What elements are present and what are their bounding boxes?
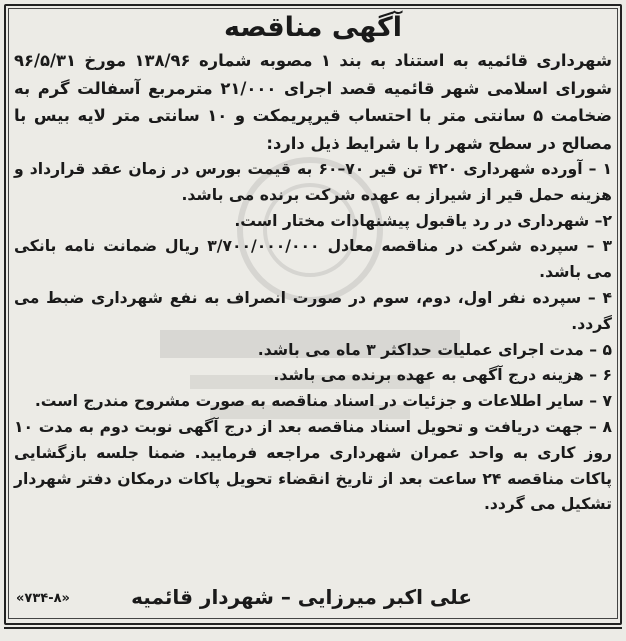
condition-item: ۲– شهرداری در رد یاقبول پیشنهادات مختار است. (234, 211, 612, 230)
conditions-list (14, 157, 612, 518)
condition-item: ۵ – مدت اجرای عملیات حداکثر ۳ ماه می باشد. (257, 340, 612, 359)
condition-item: ۷ – سایر اطلاعات و جزئیات در اسناد مناقصه به صورت مشروح مندرج است. (34, 392, 612, 411)
notice-body (14, 10, 612, 615)
bottom-divider (4, 627, 622, 637)
condition-item: ۴ – سپرده نفر اول، دوم، سوم در صورت انصراف به نفع شهرداری ضبط می گردد. (14, 288, 612, 333)
notice-title: آگهی مناقصه (223, 12, 403, 43)
condition-item: ۸ – جهت دریافت و تحویل اسناد مناقصه بعد از درج آگهی نوبت دوم به مدت ۱۰ روز کاری به واحد عمران شهرداری مراجعه فرمایید. ضمنا جلسه بازگشایی پاکات مناقصه ۲۴ ساعت بعد از تاریخ انقضاء تحویل پاکات درمکان دفتر شهردار تشکیل می گردد. (14, 417, 612, 514)
notice-intro: شهرداری قائمیه به استناد به بند ۱ مصوبه شماره ۱۳۸/۹۶ مورخ ۹۶/۵/۳۱ شورای اسلامی شهر قائمیه قصد اجرای ۲۱/۰۰۰ مترمربع آسفالت گرم به ضخامت ۵ سانتی متر با احتساب قیرپریمکت و ۱۰ سانتی متر لایه بیس با مصالح در سطح شهر را با شرایط ذیل دارد: (14, 51, 612, 153)
notice-footer (14, 585, 612, 615)
condition-item: ۶ – هزینه درج آگهی به عهده برنده می باشد. (273, 366, 612, 385)
condition-item: ۱ – آورده شهرداری ۴۲۰ تن قیر ۷۰–۶۰ به قیمت بورس در زمان عقد قرارداد و هزینه حمل قیر از شیراز به عهده شرکت برنده می باشد. (14, 160, 613, 204)
reference-code: «۷۳۴-۸» (16, 591, 70, 606)
condition-item: ۳ – سپرده شرکت در مناقصه معادل ۳/۷۰۰/۰۰۰/۰۰۰ ریال ضمانت نامه بانکی می باشد. (14, 237, 612, 282)
signature-line: علی اکبر میرزایی – شهردار قائمیه (131, 585, 472, 609)
